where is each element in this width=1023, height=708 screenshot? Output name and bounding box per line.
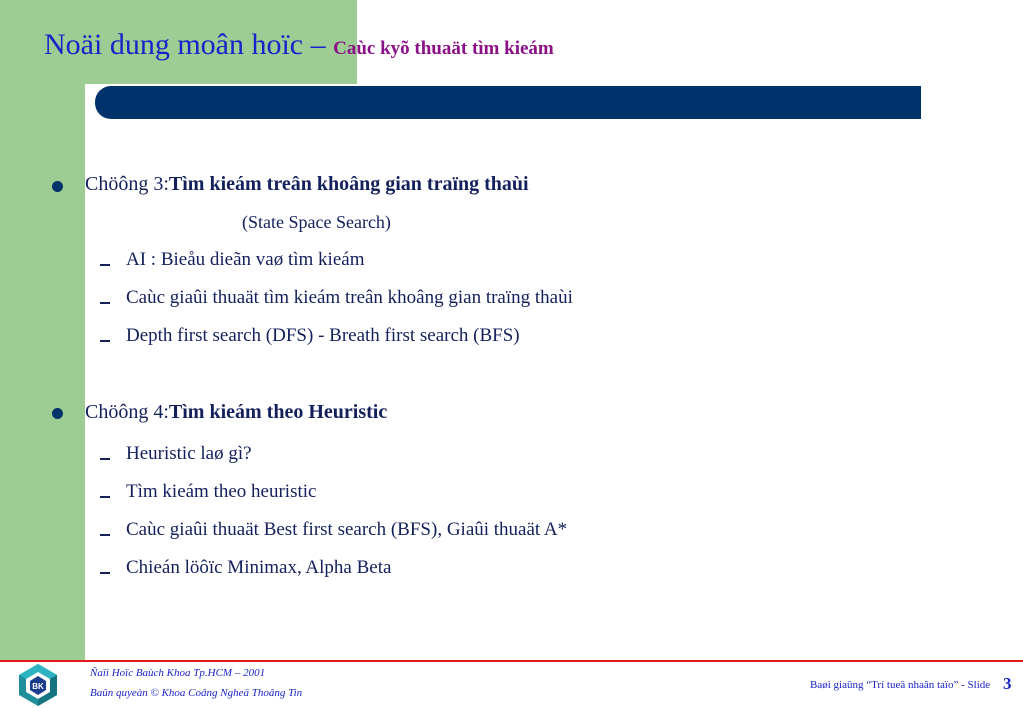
- footer-copyright: Baûn quyeàn © Khoa Coâng Ngheä Thoâng Tin: [90, 687, 303, 699]
- dash-marker: [100, 302, 110, 304]
- dash-marker: [100, 496, 110, 498]
- logo-text: BK: [32, 682, 44, 691]
- list-item: Heuristic laø gì?: [126, 443, 252, 464]
- slide-title-main: Noäi dung moân hoïc –: [44, 28, 334, 61]
- list-item: AI : Bieåu dieãn vaø tìm kieám: [126, 249, 365, 270]
- section-subtitle: (State Space Search): [242, 212, 391, 232]
- footer-divider: [0, 660, 1023, 662]
- dash-marker: [100, 534, 110, 536]
- section-title: Tìm kieám theo Heuristic: [168, 401, 388, 423]
- footer-university: Ñaïi Hoïc Baùch Khoa Tp.HCM – 2001: [90, 667, 266, 679]
- list-item: Chieán löôïc Minimax, Alpha Beta: [126, 557, 392, 578]
- dash-marker: [100, 340, 110, 342]
- dash-marker: [100, 458, 110, 460]
- section-prefix: Chöông 4:: [85, 401, 169, 423]
- dash-marker: [100, 572, 110, 574]
- list-item: Caùc giaûi thuaät tìm kieám treân khoâng gian traïng thaùi: [126, 287, 573, 308]
- footer-course-title: Baøi giaûng “Trí tueä nhaân taïo” - Slide: [810, 679, 991, 691]
- section-heading-chapter-3: [85, 173, 529, 196]
- section-heading-chapter-4: [85, 401, 387, 424]
- section-prefix: Chöông 3:: [85, 173, 169, 195]
- list-item: Depth first search (DFS) - Breath first search (BFS): [126, 325, 520, 346]
- list-item: Caùc giaûi thuaät Best first search (BFS), Giaûi thuaät A*: [126, 519, 568, 540]
- dash-marker: [100, 264, 110, 266]
- bk-logo-icon: [16, 663, 60, 707]
- list-item: Tìm kieám theo heuristic: [126, 481, 317, 502]
- bullet-dot: [52, 181, 63, 192]
- slide-number: 3: [1003, 674, 1012, 693]
- bullet-dot: [52, 408, 63, 419]
- slide-title-sub: Caùc kyõ thuaät tìm kieám: [333, 38, 554, 59]
- section-title: Tìm kieám treân khoâng gian traïng thaùi: [168, 173, 529, 195]
